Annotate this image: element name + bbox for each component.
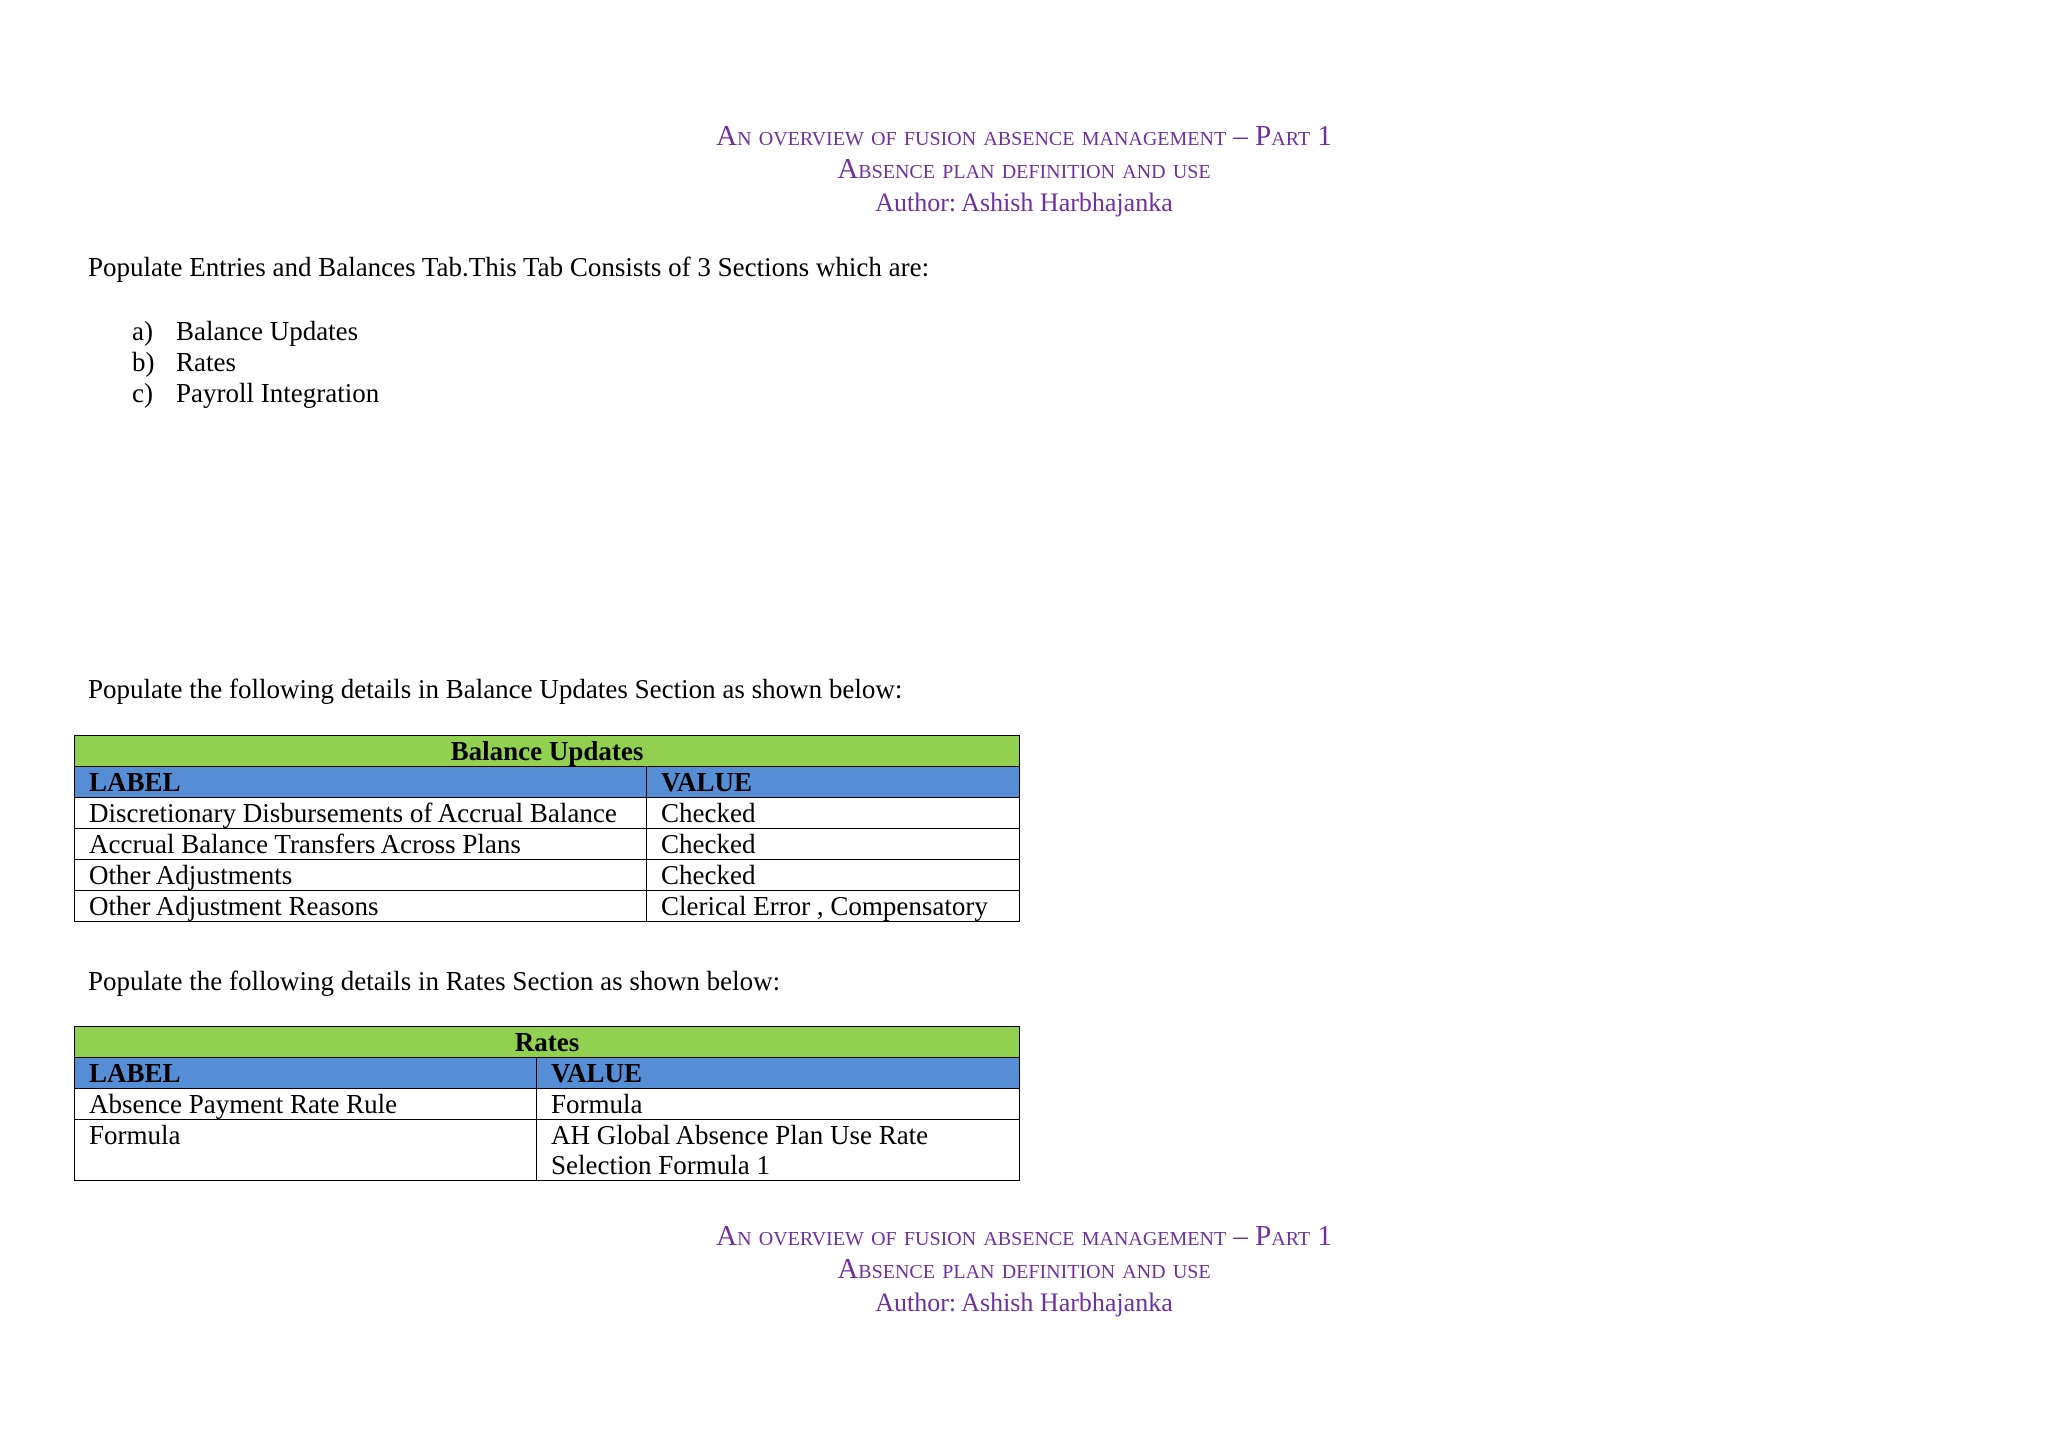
row-label: Formula [75, 1120, 537, 1181]
row-label: Discretionary Disbursements of Accrual Balance [75, 798, 647, 829]
table-title: Rates [75, 1027, 1020, 1058]
table-row [75, 1089, 1020, 1120]
section-list [132, 316, 379, 409]
header-title: An overview of fusion absence management – Part 1 [716, 120, 1332, 152]
header-author: Author: Ashish Harbhajanka [875, 188, 1173, 217]
list-item [132, 347, 379, 378]
table-row [75, 1120, 1020, 1181]
rates-intro: Populate the following details in Rates Section as shown below: [88, 966, 781, 996]
column-header-value: VALUE [537, 1058, 1020, 1089]
intro-paragraph: Populate Entries and Balances Tab.This Tab Consists of 3 Sections which are: [88, 252, 930, 282]
row-value: AH Global Absence Plan Use Rate Selection Formula 1 [537, 1120, 1020, 1181]
footer-subtitle: Absence plan definition and use [837, 1253, 1211, 1285]
list-marker: b) [132, 347, 155, 377]
column-header-label: LABEL [75, 1058, 537, 1089]
row-value: Checked [647, 829, 1020, 860]
list-item-label: Payroll Integration [176, 378, 380, 408]
table-row [75, 829, 1020, 860]
list-marker: a) [132, 316, 153, 346]
balance-updates-intro: Populate the following details in Balance Updates Section as shown below: [88, 674, 903, 704]
footer-title: An overview of fusion absence management – Part 1 [716, 1220, 1332, 1252]
row-label: Absence Payment Rate Rule [75, 1089, 537, 1120]
balance-updates-table [74, 735, 1020, 922]
list-item-label: Balance Updates [176, 316, 359, 346]
row-value: Checked [647, 860, 1020, 891]
header-subtitle: Absence plan definition and use [837, 153, 1211, 185]
rates-table [74, 1026, 1020, 1181]
row-label: Other Adjustment Reasons [75, 891, 647, 922]
table-row [75, 798, 1020, 829]
column-header-value: VALUE [647, 767, 1020, 798]
list-item [132, 378, 379, 409]
table-row [75, 891, 1020, 922]
page-header [0, 120, 2048, 219]
table-header-row [75, 1058, 1020, 1089]
table-row [75, 860, 1020, 891]
row-value: Checked [647, 798, 1020, 829]
list-item [132, 316, 379, 347]
row-value: Formula [537, 1089, 1020, 1120]
list-item-label: Rates [176, 347, 236, 377]
table-header-row [75, 767, 1020, 798]
footer-author: Author: Ashish Harbhajanka [875, 1288, 1173, 1317]
column-header-label: LABEL [75, 767, 647, 798]
row-value: Clerical Error , Compensatory [647, 891, 1020, 922]
table-title: Balance Updates [75, 736, 1020, 767]
table-title-row [75, 1027, 1020, 1058]
page-footer [0, 1220, 2048, 1319]
row-label: Accrual Balance Transfers Across Plans [75, 829, 647, 860]
list-marker: c) [132, 378, 153, 408]
row-label: Other Adjustments [75, 860, 647, 891]
table-title-row [75, 736, 1020, 767]
